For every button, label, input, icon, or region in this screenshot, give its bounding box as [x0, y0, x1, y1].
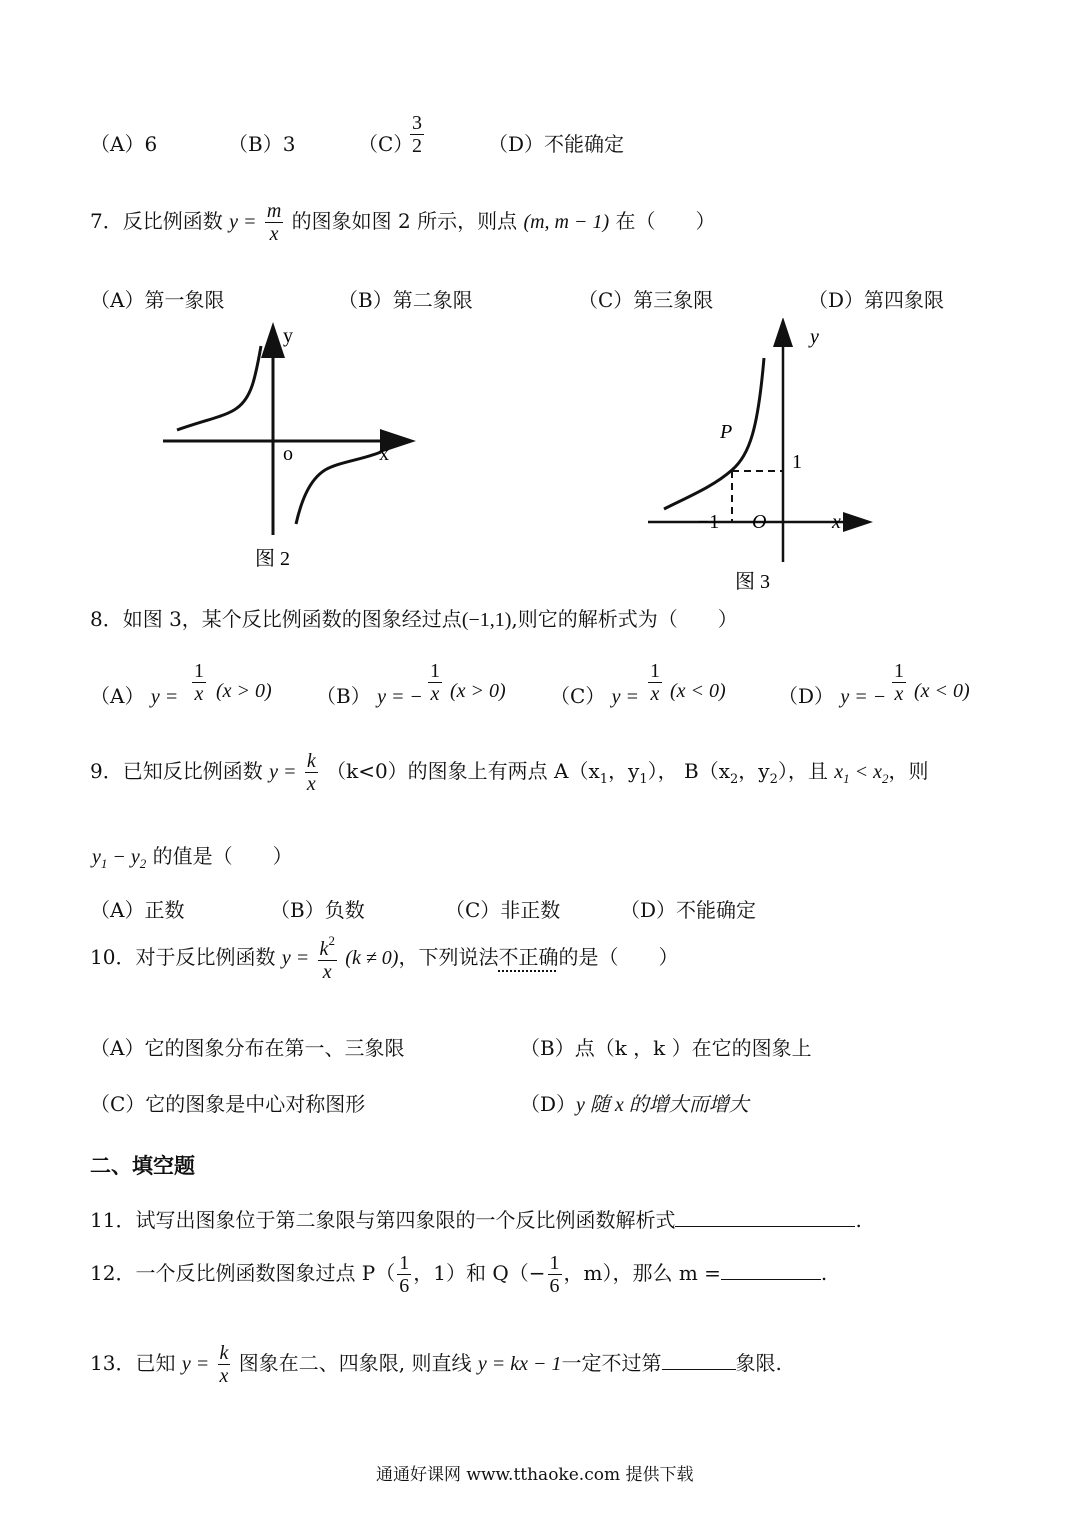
fig3-caption: 图 3 — [735, 571, 770, 593]
q10-option-a: （A）它的图象分布在第一、三象限 — [90, 1036, 405, 1060]
q8-stem — [90, 603, 738, 632]
q8-b-cond: (x > 0) — [450, 680, 506, 702]
footer-text: 通通好课网 www.tthaoke.com 提供下载 — [376, 1465, 694, 1485]
q7-mid: 的图象如图 2 所示，则点 — [291, 209, 518, 233]
q7-point: (m, m − 1) — [523, 211, 610, 233]
q7-stem — [90, 200, 716, 245]
figure-3 — [640, 318, 880, 598]
fig2-y-label: y — [283, 325, 293, 347]
q6-option-c-label: （C） — [358, 132, 414, 156]
q10-emphasis: 不正确 — [498, 945, 559, 969]
q8-c-fraction: $\frac{1}{x}$ — [650, 660, 660, 705]
q7-pre: 7．反比例函数 — [90, 209, 223, 233]
q6-option-b: （B）3 — [228, 132, 296, 156]
q9-option-c: （C）非正数 — [445, 898, 561, 922]
q13-stem: 13．已知 y = $\frac{k}{x}$ 图象在二、四象限, 则直线 y = kx − 1一定不过第 象限. — [90, 1342, 782, 1387]
fig2-curve-lower-right — [296, 452, 381, 524]
q9-stem: 9．已知反比例函数 y = $\frac{k}{x}$ （k<0）的图象上有两点 $A(x_1$，$y_1$）， $B(x_2$，$y_2$），且 $x_1 < x_2$，则 — [90, 750, 929, 795]
q12-answer-blank[interactable] — [721, 1279, 821, 1280]
fig2-x-label: x — [379, 443, 389, 465]
q7-option-c: （C）第三象限 — [578, 288, 714, 312]
q7-option-a: （A）第一象限 — [90, 288, 225, 312]
q8-d-fraction: $\frac{1}{x}$ — [894, 660, 904, 705]
q6-option-c-fraction: $\frac{3}{2}$ — [412, 112, 422, 157]
fig3-p-label: P — [720, 421, 733, 443]
q6-option-a: （A）6 — [90, 132, 158, 156]
q10-option-d: （D）y 随 x 的增大而增大 — [520, 1092, 749, 1116]
q8-d-cond: (x < 0) — [914, 680, 970, 702]
fig3-o-label: O — [752, 511, 767, 533]
q7-post: 在（ ） — [615, 209, 716, 233]
q8-a-cond: (x > 0) — [216, 680, 272, 702]
fig2-curve-upper-left — [177, 346, 261, 430]
fig3-x-label: x — [832, 511, 841, 533]
q6-options — [90, 112, 990, 172]
q8-pre: 8．如图 3，某个反比例函数的图象经过点 — [90, 607, 462, 631]
q10-option-c: （C）它的图象是中心对称图形 — [90, 1092, 366, 1116]
fig3-one-label: 1 — [792, 451, 802, 473]
fig2-caption: 图 2 — [255, 548, 290, 570]
fig3-neg-one-label: −1 — [698, 511, 720, 533]
q7-option-b: （B）第二象限 — [338, 288, 473, 312]
q11-answer-blank[interactable] — [675, 1226, 855, 1227]
section-title: 二、填空题 — [90, 1153, 195, 1178]
q9-option-b: （B）负数 — [270, 898, 365, 922]
q8-b-fraction: $\frac{1}{x}$ — [430, 660, 440, 705]
figure-2 — [155, 320, 425, 580]
q8-option-c: （C） y = — [550, 684, 640, 708]
q6-option-d: （D）不能确定 — [488, 132, 625, 156]
q10-stem: 10．对于反比例函数 y = $\frac{k^2}{x}$ (k ≠ 0)，下列说法不正确的是（ ） — [90, 933, 679, 983]
q8-options — [90, 660, 990, 724]
q8-post: ,则它的解析式为（ ） — [511, 607, 738, 631]
q8-option-d: （D） y = − — [778, 684, 887, 708]
q11-stem: 11．试写出图象位于第二象限与第四象限的一个反比例函数解析式 . — [90, 1208, 862, 1232]
q8-c-cond: (x < 0) — [670, 680, 726, 702]
q7-option-d: （D）第四象限 — [808, 288, 945, 312]
q9-option-a: （A）正数 — [90, 898, 185, 922]
fig3-curve — [664, 358, 764, 509]
fig3-y-label: y — [810, 326, 819, 348]
q8-option-a: （A） y = — [90, 684, 179, 708]
q8-a-fraction: $\frac{1}{x}$ — [194, 660, 204, 705]
q7-fraction: $\frac{m}{x}$ — [266, 200, 282, 245]
q9-stem-line2: $y_1 - y_2$ 的值是（ ） — [92, 844, 293, 871]
q12-stem: 12．一个反比例函数图象过点 P（ $\frac{1}{6}$ ，1）和 Q（− $\frac{1}{6}$ ，m），那么 m = . — [90, 1252, 828, 1297]
q9-option-d: （D）不能确定 — [620, 898, 757, 922]
q8-point: (−1,1) — [461, 609, 512, 631]
q13-answer-blank[interactable] — [662, 1369, 736, 1370]
q10-option-b: （B）点（k ，k ）在它的图象上 — [520, 1036, 812, 1060]
q8-option-b: （B） y = − — [316, 684, 423, 708]
q7-y-eq: y = — [229, 211, 257, 233]
fig2-o-label: o — [283, 443, 293, 465]
